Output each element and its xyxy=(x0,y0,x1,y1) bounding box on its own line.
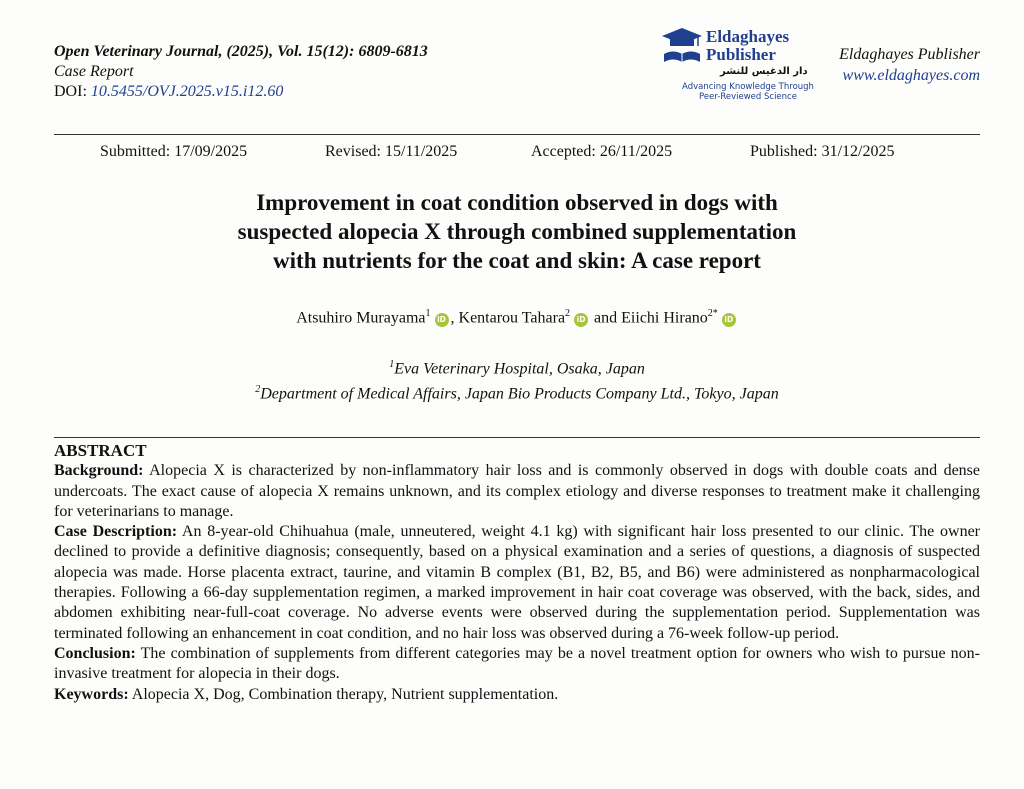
date-accepted: Accepted: 26/11/2025 xyxy=(531,143,673,160)
keywords-text: Alopecia X, Dog, Combination therapy, Nutrient supplementation. xyxy=(131,685,559,703)
title-line: Improvement in coat condition observed in dogs with xyxy=(256,190,778,215)
author-name: Eiichi Hirano xyxy=(621,309,708,327)
author-separator: , xyxy=(450,309,459,327)
date-revised: Revised: 15/11/2025 xyxy=(325,143,458,160)
keywords-label: Keywords: xyxy=(54,685,129,703)
abstract-heading: ABSTRACT xyxy=(54,441,147,460)
title-line: suspected alopecia X through combined supplementation xyxy=(237,219,797,244)
logo-tagline-1: Advancing Knowledge Through xyxy=(682,82,814,92)
graduation-cap-book-icon xyxy=(660,24,704,68)
affiliation-line xyxy=(54,354,980,379)
author-affiliation-mark: 1 xyxy=(425,308,431,319)
doi-label: DOI: xyxy=(54,83,87,100)
orcid-icon[interactable]: iD xyxy=(722,313,736,327)
logo-tagline-2: Peer-Reviewed Science xyxy=(699,92,797,102)
abstract-background xyxy=(54,461,980,522)
affiliation-line xyxy=(54,379,980,404)
author-list xyxy=(54,308,980,327)
case-label: Case Description: xyxy=(54,523,178,541)
journal-title: Open Veterinary Journal, (2025), Vol. 15(12): 6809-6813 xyxy=(54,43,428,60)
author-affiliation-mark: 2 xyxy=(565,308,571,319)
publisher-logo xyxy=(660,22,814,114)
publisher-name: Eldaghayes Publisher xyxy=(839,46,980,63)
publisher-info xyxy=(839,44,980,86)
abstract-keywords xyxy=(54,685,980,705)
logo-word-1: Eldaghayes xyxy=(706,27,790,46)
orcid-icon[interactable]: iD xyxy=(435,313,449,327)
author-name: Kentarou Tahara xyxy=(458,309,566,327)
logo-word-2: Publisher xyxy=(706,45,776,64)
abstract-conclusion xyxy=(54,644,980,685)
author-name: Atsuhiro Murayama xyxy=(296,309,426,327)
abstract-case-description xyxy=(54,522,980,644)
affiliation-mark: 2 xyxy=(255,384,261,396)
article-type: Case Report xyxy=(54,63,134,80)
background-label: Background: xyxy=(54,462,144,480)
orcid-icon[interactable]: iD xyxy=(574,313,588,327)
header-divider xyxy=(54,134,980,135)
author-separator: and xyxy=(590,309,622,327)
abstract-divider xyxy=(54,437,980,438)
affiliation-mark: 1 xyxy=(389,359,395,370)
paper-title xyxy=(54,188,980,275)
abstract-section xyxy=(54,441,980,705)
author-affiliation-mark: 2* xyxy=(707,308,718,319)
conclusion-label: Conclusion: xyxy=(54,644,136,662)
case-text: An 8-year-old Chihuahua (male, unneutered, weight 4.1 kg) with significant hair loss presented to our clinic. The owner declined to provide a definitive diagnosis; consequently, based on a physical examination and a series of questions, a diagnosis of suspected alopecia was made. Horse placenta extract, taurine, and vitamin B complex (B1, B2, B5, and B6) were administered as nonpharmacological therapies. Following a 66-day supplementation regimen, a marked improvement in hair coat coverage was observed, with the back, sides, and abdomen exhibiting near-full-coat coverage. No adverse events were observed during the supplementation period. Supplementation was terminated following an enhancement in coat condition, and no hair loss was observed during a 76-week follow-up period. xyxy=(54,523,980,642)
doi-line xyxy=(54,82,428,102)
date-published: Published: 31/12/2025 xyxy=(750,143,895,160)
affiliation-text: Eva Veterinary Hospital, Osaka, Japan xyxy=(394,360,645,378)
date-submitted: Submitted: 17/09/2025 xyxy=(100,143,248,160)
conclusion-text: The combination of supplements from different categories may be a novel treatment option for owners who wish to pursue non-invasive treatment for alopecia in their dogs. xyxy=(54,644,980,683)
title-line: with nutrients for the coat and skin: A case report xyxy=(273,248,761,273)
affiliations xyxy=(54,354,980,405)
publisher-url[interactable]: www.eldaghayes.com xyxy=(842,67,980,84)
background-text: Alopecia X is characterized by non-inflammatory hair loss and is commonly observed in dogs with double coats and dense undercoats. The exact cause of alopecia X remains unknown, and its complex etiology and diverse responses to treatment make it challenging for veterinarians to manage. xyxy=(54,462,980,520)
journal-citation xyxy=(54,42,428,102)
logo-arabic-name: دار الدغيس للنشر xyxy=(720,66,808,77)
affiliation-text: Department of Medical Affairs, Japan Bio Products Company Ltd., Tokyo, Japan xyxy=(260,385,779,403)
doi-link[interactable]: 10.5455/OVJ.2025.v15.i12.60 xyxy=(90,83,284,100)
